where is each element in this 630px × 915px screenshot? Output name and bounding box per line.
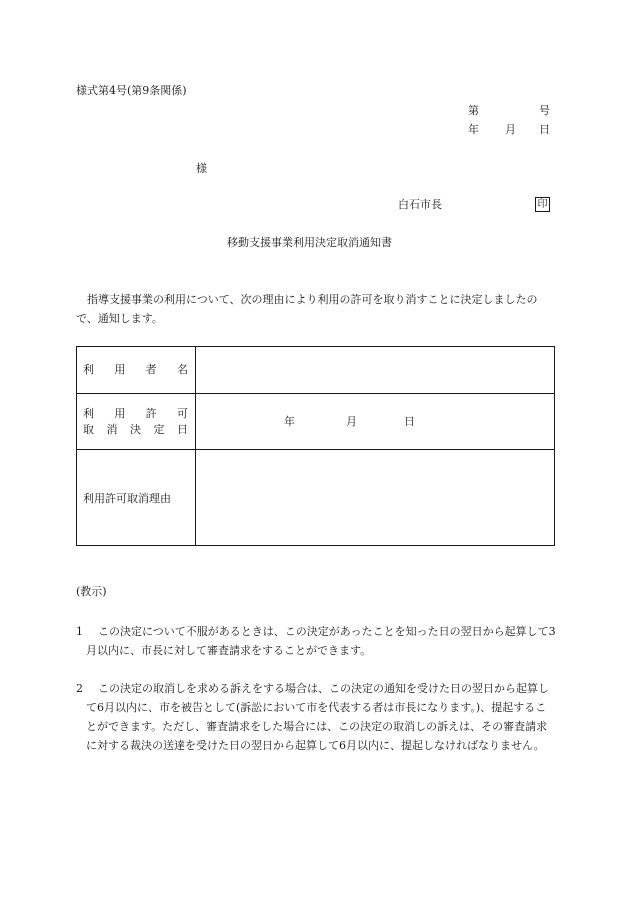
label-char: 可	[176, 406, 188, 420]
document-title: 移動支援事業利用決定取消通知書	[227, 236, 392, 249]
label-char: 消	[106, 422, 118, 436]
notice-table	[76, 346, 555, 546]
recipient-honorific: 様	[196, 162, 207, 175]
seal-mark: 印	[535, 197, 550, 212]
label-char: 定	[153, 422, 165, 436]
cancel-date-value	[196, 394, 555, 450]
number-prefix: 第	[468, 104, 479, 117]
instruction-number: 1	[76, 625, 83, 638]
instruction-text: この決定の取消しを求める訴えをする場合は、この決定の通知を受けた日の翌日から起算して6月以内に、市を被告として(訴訟において市を代表する者は市長になります。)、提起することができます。ただし、審査請求をした場合には、この決定の取消しの訴えは、その審査請求に対する裁決の送達を受けた日の翌日から起算して6月以内に、提起しなければなりません。	[86, 682, 549, 752]
instruction-item	[76, 679, 556, 755]
reason-value	[196, 450, 555, 546]
body-paragraph: 指導支援事業の利用について、次の理由により利用の許可を取り消すことに決定しましたので、通知します。	[76, 293, 538, 325]
label-char: 用	[114, 363, 126, 376]
cancel-date-month: 月	[346, 415, 357, 428]
instruction-number: 2	[76, 682, 83, 695]
header-date-year: 年	[468, 123, 479, 136]
header-date-day: 日	[539, 123, 550, 136]
user-name-value	[196, 347, 555, 394]
instructions-heading: (教示)	[76, 585, 107, 598]
label-char: 許	[145, 406, 157, 420]
instruction-text: この決定について不服があるときは、この決定があったことを知った日の翌日から起算して3月以内に、市長に対して審査請求をすることができます。	[86, 625, 556, 657]
form-label: 様式第4号(第9条関係)	[76, 84, 187, 97]
header-date-month: 月	[505, 123, 516, 136]
label-char: 用	[114, 406, 126, 420]
label-char: 利	[83, 406, 94, 420]
table-row-user-name	[77, 347, 555, 394]
issuer-name: 白石市長	[398, 198, 442, 211]
label-char: 名	[176, 363, 188, 376]
label-char: 日	[177, 422, 188, 436]
label-char: 者	[145, 363, 157, 376]
instruction-item	[76, 622, 556, 660]
user-name-label	[77, 347, 196, 394]
cancel-date-day: 日	[404, 415, 415, 428]
table-row-reason	[77, 450, 555, 546]
label-char: 決	[130, 422, 141, 436]
cancel-date-label	[77, 394, 196, 450]
reason-label: 利用許可取消理由	[77, 450, 196, 546]
number-suffix: 号	[539, 104, 550, 117]
label-char: 取	[83, 422, 94, 436]
cancel-date-year: 年	[284, 415, 295, 428]
table-row-cancel-date	[77, 394, 555, 450]
label-char: 利	[83, 363, 94, 376]
